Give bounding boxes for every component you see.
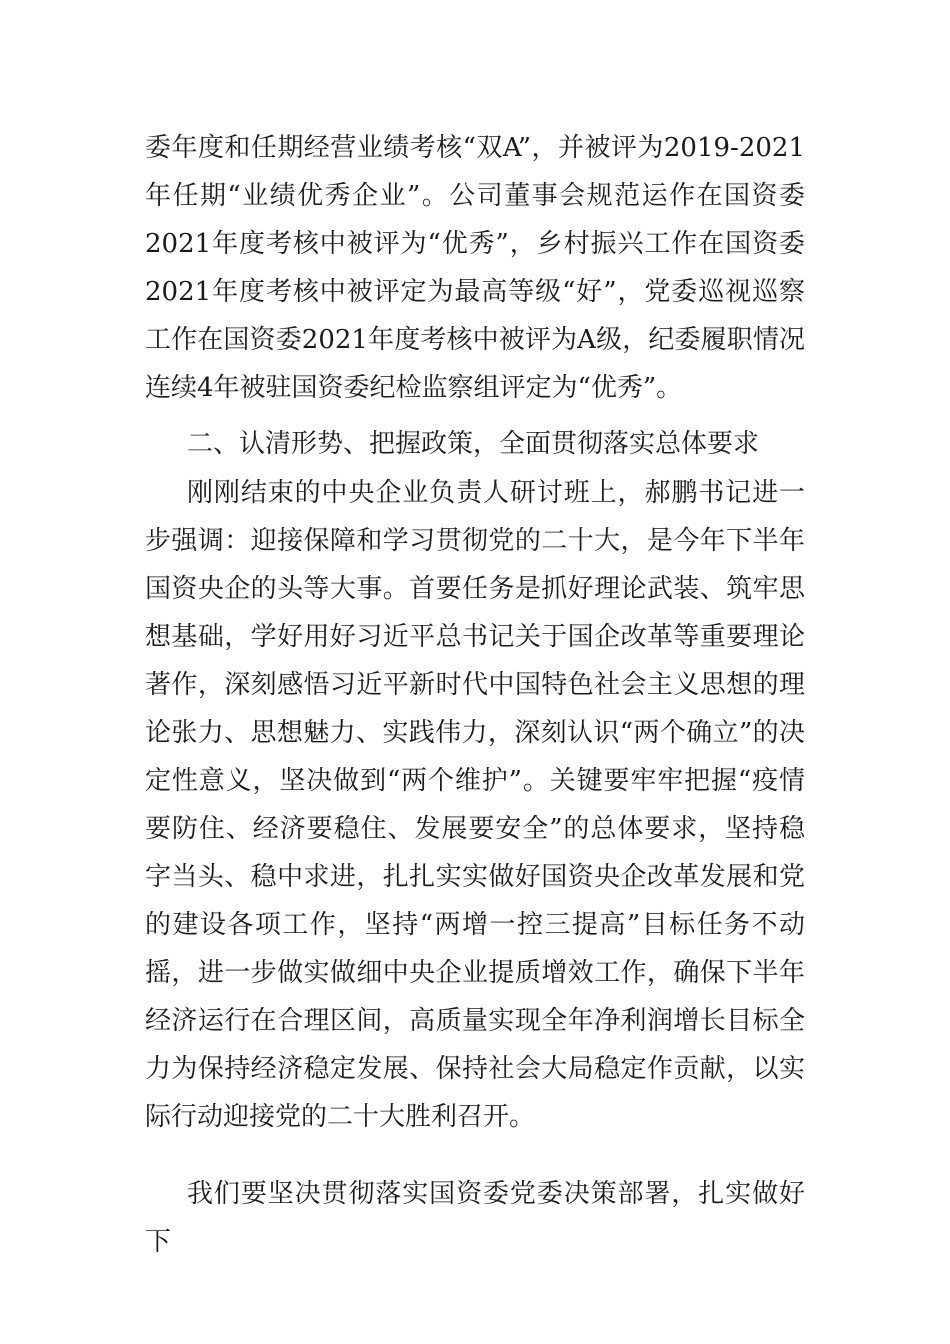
paragraph-text: 刚刚结束的中央企业负责人研讨班上，郝鹏书记进一步强调：迎接保障和学习贯彻党的二十大，是今年下半年国资央企的头等大事。首要任务是抓好理论武装、筑牢思想基础，学好用好习近平总书记关于国企改革等重要理论著作，深刻感悟习近平新时代中国特色社会主义思想的理论张力、思想魅力、实践伟力，深刻认识“两个确立”的决定性意义，坚决做到“两个维护”。关键要牢牢把握“疫情要防住、经济要稳住、发展要安全”的总体要求，坚持稳字当头、稳中求进，扎扎实实做好国资央企改革发展和党的建设各项工作，坚持“两增一控三提高”目标任务不动摇，进一步做实做细中央企业提质增效工作，确保下半年经济运行在合理区间，高质量实现全年净利润增长目标全力为保持经济稳定发展、保持社会大局稳定作贡献，以实际行动迎接党的二十大胜利召开。 (145, 478, 805, 1132)
paragraph-performance-results (145, 124, 805, 412)
section-heading-2 (145, 420, 805, 468)
paragraph-implementation (145, 1170, 805, 1266)
paragraph-seminar-requirements (145, 469, 805, 1141)
paragraph-text: 委年度和任期经营业绩考核“双A”，并被评为2019-2021年任期“业绩优秀企业”。公司董事会规范运作在国资委2021年度考核中被评为“优秀”，乡村振兴工作在国资委2021年度考核中被评定为最高等级“好”，党委巡视巡察工作在国资委2021年度考核中被评为A级，纪委履职情况连续4年被驻国资委纪检监察组评定为“优秀”。 (145, 133, 805, 403)
paragraph-text: 我们要坚决贯彻落实国资委党委决策部署，扎实做好下 (145, 1179, 805, 1257)
heading-text: 二、认清形势、把握政策，全面贯彻落实总体要求 (187, 429, 760, 459)
